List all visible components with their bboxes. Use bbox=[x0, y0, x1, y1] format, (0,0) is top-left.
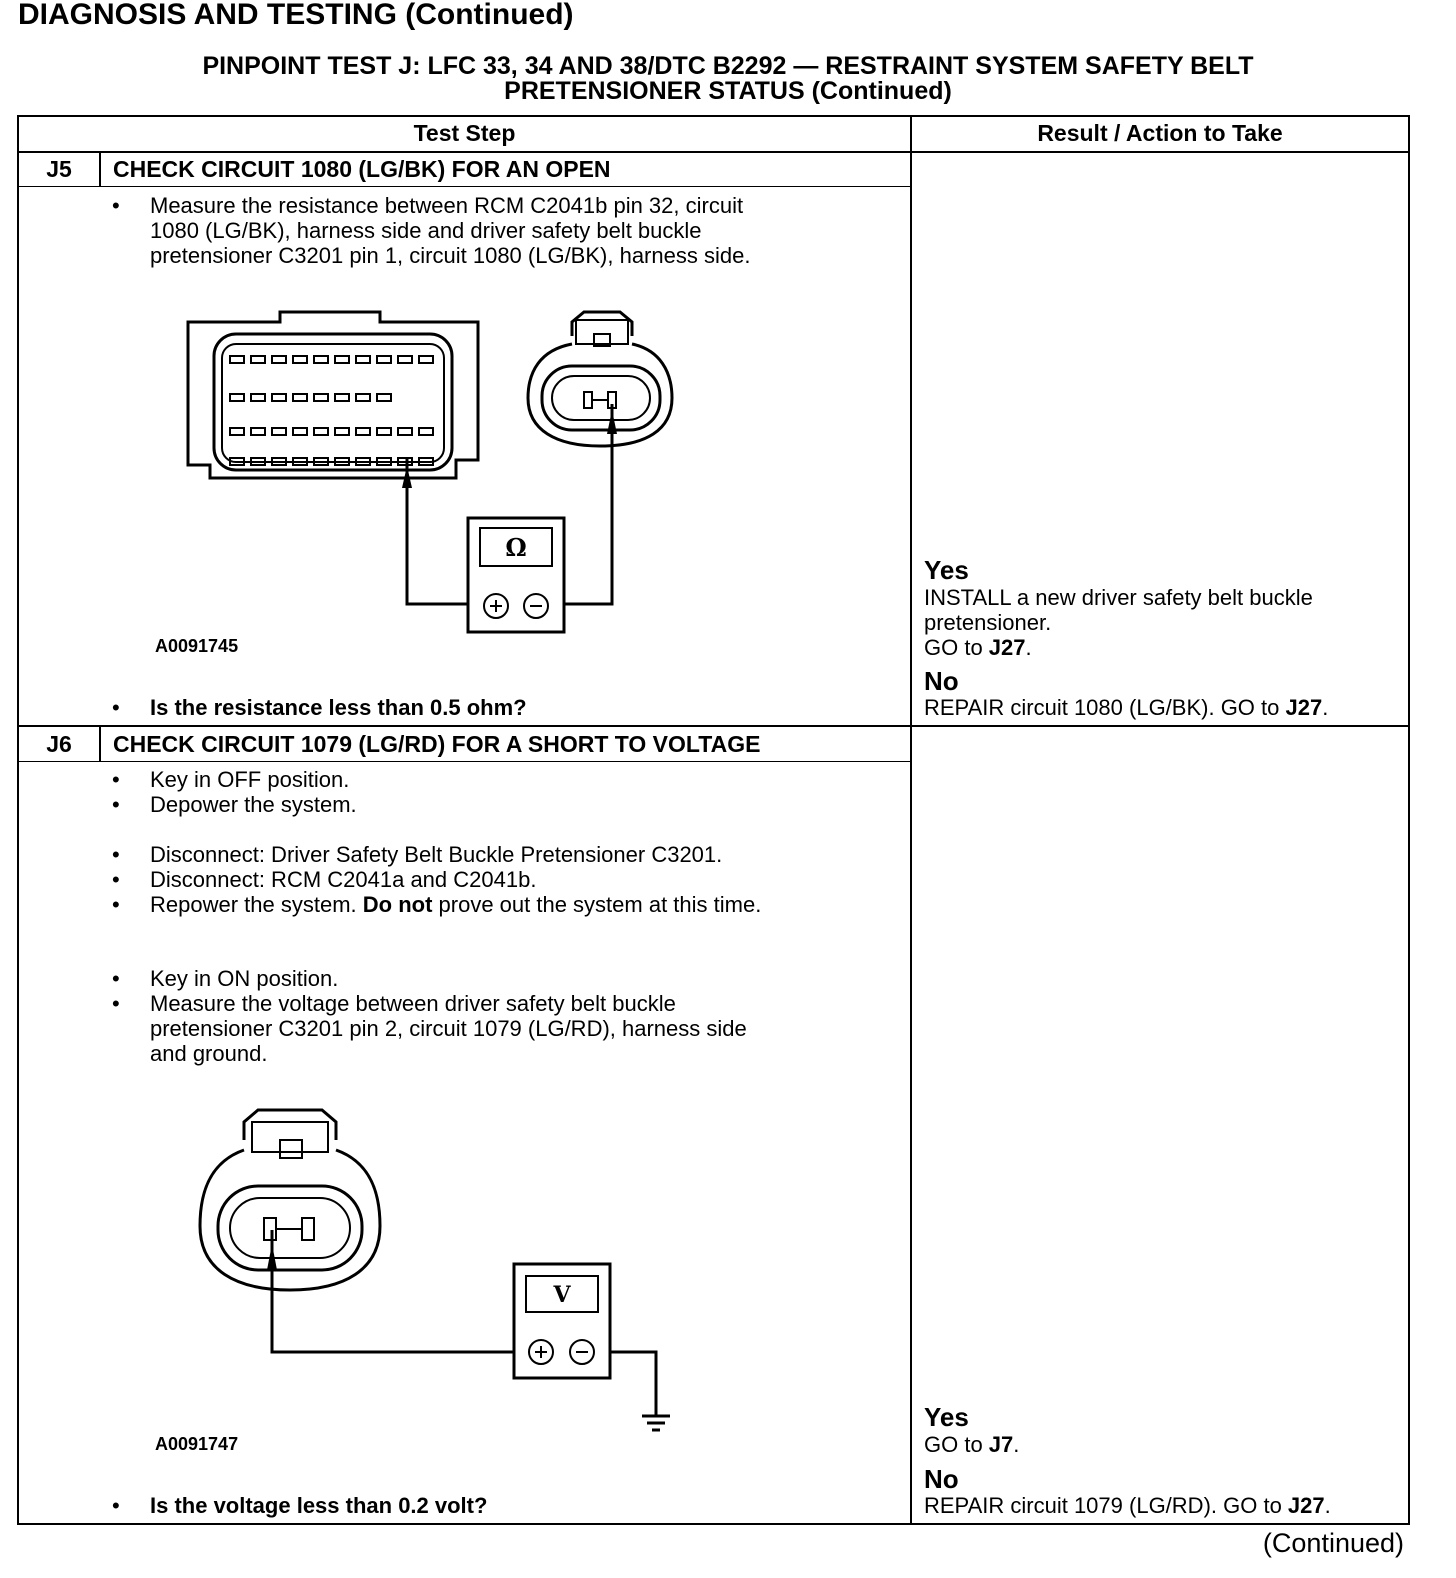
j6-no-label: No bbox=[924, 1464, 959, 1494]
pin-cavity bbox=[251, 356, 265, 363]
j6-voltage-diagram bbox=[190, 1100, 690, 1440]
j5-no-text: REPAIR circuit 1080 (LG/BK). GO to J27. bbox=[924, 695, 1329, 720]
pinpoint-test-title: PINPOINT TEST J: LFC 33, 34 AND 38/DTC B2292 — RESTRAINT SYSTEM SAFETY BELT bbox=[202, 52, 1254, 80]
test-step-header: Test Step bbox=[413, 120, 516, 146]
pin-cavity bbox=[272, 394, 286, 401]
pin-cavity bbox=[272, 356, 286, 363]
bullet: • bbox=[112, 695, 120, 720]
page-title: DIAGNOSIS AND TESTING (Continued) bbox=[18, 0, 574, 31]
pin-cavity bbox=[398, 356, 412, 363]
bullet: • bbox=[112, 991, 120, 1016]
repower-text: Repower the system. bbox=[150, 892, 363, 917]
pin-cavity bbox=[419, 356, 433, 363]
pin-cavity bbox=[356, 428, 370, 435]
continued-label: (Continued) bbox=[1262, 1528, 1404, 1558]
j5-yes-go: GO to J27. bbox=[924, 635, 1032, 660]
j6-no-target: J27 bbox=[1287, 1493, 1325, 1518]
j5-yes-target: J27 bbox=[988, 635, 1026, 660]
pin-cavity bbox=[314, 356, 328, 363]
j6-yes-label: Yes bbox=[924, 1402, 969, 1432]
bullet: • bbox=[112, 767, 120, 792]
step-id-j6: J6 bbox=[46, 731, 72, 757]
pin-cavity bbox=[293, 394, 307, 401]
prove-out-text: prove out the system at this time. bbox=[432, 892, 762, 917]
figure-id-j5: A0091745 bbox=[155, 636, 239, 656]
repair-text: REPAIR circuit 1080 (LG/BK). GO to bbox=[924, 695, 1286, 720]
j6-yes-go: GO to J7. bbox=[924, 1432, 1020, 1457]
pin-cavity bbox=[272, 428, 286, 435]
j5-resistance-diagram bbox=[180, 300, 680, 640]
j5-no-target: J27 bbox=[1285, 695, 1323, 720]
pin-cavity bbox=[314, 394, 328, 401]
pin-cavity bbox=[293, 428, 307, 435]
figure-id-j6: A0091747 bbox=[155, 1434, 239, 1454]
pin-cavity bbox=[230, 356, 244, 363]
bullet: • bbox=[112, 792, 120, 817]
pin-cavity bbox=[251, 428, 265, 435]
repair-text: REPAIR circuit 1079 (LG/RD). GO to bbox=[924, 1493, 1288, 1518]
j6-step-6: Key in ON position. bbox=[150, 966, 339, 991]
pin-cavity bbox=[293, 356, 307, 363]
pin-cavity bbox=[356, 356, 370, 363]
pin-cavity bbox=[230, 394, 244, 401]
step-id-j5: J5 bbox=[46, 156, 72, 182]
j6-step-7: Measure the voltage between driver safety belt buckle pretensioner C3201 pin 2, circuit 1079 (LG/RD), harness side and ground. bbox=[150, 991, 747, 1066]
bullet: • bbox=[112, 892, 120, 917]
j5-instruction: Measure the resistance between RCM C2041b pin 32, circuit 1080 (LG/BK), harness side and driver safety belt buckle pretensioner C3201 pin 1, circuit 1080 (LG/BK), harness side. bbox=[150, 193, 751, 268]
go-to-text: GO to bbox=[924, 635, 989, 660]
j6-question: Is the voltage less than 0.2 volt? bbox=[150, 1493, 488, 1518]
pin-cavity bbox=[419, 428, 433, 435]
pin-cavity bbox=[377, 394, 391, 401]
bullet: • bbox=[112, 867, 120, 892]
bullet: • bbox=[112, 842, 120, 867]
pin-cavity bbox=[251, 394, 265, 401]
volt-symbol: V bbox=[553, 1282, 571, 1308]
bullet: • bbox=[112, 966, 120, 991]
j5-question: Is the resistance less than 0.5 ohm? bbox=[150, 695, 527, 720]
pin-cavity bbox=[335, 394, 349, 401]
pin-cavity bbox=[230, 428, 244, 435]
pin-cavity bbox=[377, 356, 391, 363]
pinpoint-test-title-line2: PRETENSIONER STATUS (Continued) bbox=[504, 77, 952, 105]
go-to-text: GO to bbox=[924, 1432, 989, 1457]
j5-yes-label: Yes bbox=[924, 555, 969, 585]
j6-step-2: Depower the system. bbox=[150, 792, 357, 817]
step-title-j5: CHECK CIRCUIT 1080 (LG/BK) FOR AN OPEN bbox=[113, 156, 611, 182]
j6-yes-target: J7 bbox=[988, 1432, 1014, 1457]
j5-no-label: No bbox=[924, 666, 959, 696]
pin-cavity bbox=[377, 428, 391, 435]
rcm-connector-pins bbox=[230, 356, 433, 465]
pin-cavity bbox=[314, 428, 328, 435]
pin-cavity bbox=[398, 428, 412, 435]
j6-step-4: Disconnect: RCM C2041a and C2041b. bbox=[150, 867, 537, 892]
j6-step-5 bbox=[150, 892, 761, 917]
ohm-symbol: Ω bbox=[505, 533, 527, 562]
j6-step-3: Disconnect: Driver Safety Belt Buckle Pretensioner C3201. bbox=[150, 842, 723, 867]
result-action-header: Result / Action to Take bbox=[1037, 120, 1283, 146]
j6-step-1: Key in OFF position. bbox=[150, 767, 350, 792]
bullet: • bbox=[112, 1493, 120, 1518]
j6-no-text: REPAIR circuit 1079 (LG/RD). GO to J27. bbox=[924, 1493, 1331, 1518]
step-title-j6: CHECK CIRCUIT 1079 (LG/RD) FOR A SHORT TO VOLTAGE bbox=[113, 731, 761, 757]
pin-cavity bbox=[335, 356, 349, 363]
pin-cavity bbox=[335, 428, 349, 435]
do-not-text: Do not bbox=[362, 892, 433, 917]
pin-cavity bbox=[356, 394, 370, 401]
bullet: • bbox=[112, 193, 120, 218]
j5-yes-text: INSTALL a new driver safety belt buckle pretensioner. bbox=[924, 585, 1313, 635]
